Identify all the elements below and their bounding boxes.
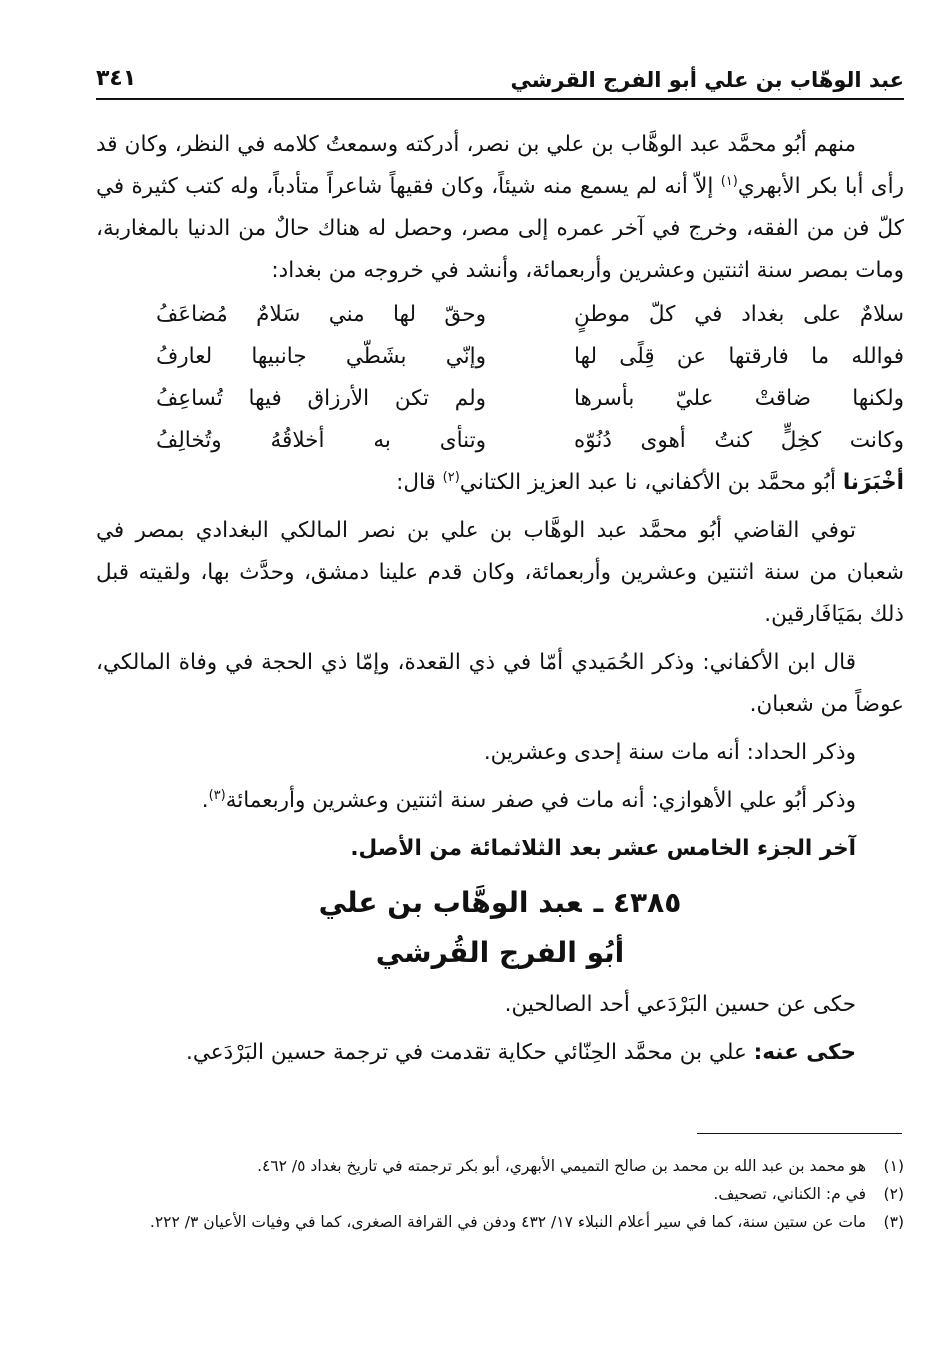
verse-second-hemistich: ولم تكن الأرزاق فيها تُساعِفُ [156,386,486,411]
footnote-1 [96,1152,904,1180]
verse-row [96,336,904,378]
paragraph-6 [96,780,904,822]
paragraph-6-text: وذكر أبُو علي الأهوازي: أنه مات في صفر سنة اثنتين وعشرين وأربعمائة [225,788,856,813]
paragraph-8: حكى عن حسين البَرْدَعي أحد الصالحين. [504,992,856,1017]
verse-row [96,378,904,420]
footnote-mark: (٣) [883,1213,904,1231]
verse-second-hemistich: وإنّي بشَطّي جانبيها لعارفُ [156,344,486,369]
paragraph-2-end: قال: [396,470,443,495]
header-rule [96,98,904,100]
verse-first-hemistich: ولكنها ضاقتْ عليّ بأسرها [574,386,904,411]
paragraph-1-continuation: إلاّ أنه لم يسمع منه شيئاً، وكان فقيهاً شاعراً متأدباً، وله كتب كثيرة في كلّ فن من الفقه، وخرج في آخر عمره إلى مصر، وحصل له هناك حالٌ من الدنيا بالمغاربة، ومات بمصر سنة اثنتين وعشرين وأربعمائة، وأنشد في خروجه من بغداد: [96,174,904,283]
paragraph-1 [96,124,904,292]
paragraph-4: قال ابن الأكفاني: وذكر الحُمَيدي أمّا في ذي القعدة، وإمّا ذي الحجة في وفاة المالكي، عوضاً من شعبان. [96,650,904,717]
footnote-mark: (١) [883,1157,904,1175]
verse-first-hemistich: وكانت كخِلٍّ كنتُ أهوى دُنُوّه [574,428,904,453]
footnote-mark: (٢) [883,1185,904,1203]
running-title: عبد الوهّاب بن علي أبو الفرج القرشي [510,68,904,92]
footnote-rule [697,1133,902,1134]
verse-row [96,420,904,462]
running-header [96,62,904,100]
paragraph-1-text: منهم أبُو محمَّد عبد الوهَّاب بن علي بن نصر، أدركته وسمعتُ كلامه في النظر، وكان قد رأى أبا بكر الأبهري [96,132,904,199]
paragraph-5: وذكر الحداد: أنه مات سنة إحدى وعشرين. [483,740,856,765]
entry-heading [96,878,904,978]
entry-name: عبد الوهَّاب بن علي [318,886,582,919]
verse-second-hemistich: وحقّ لها مني سَلامٌ مُضاعَفُ [156,302,486,327]
footnote-ref-3[interactable]: (٣) [208,787,226,803]
footnote-3 [96,1208,904,1236]
poem [96,294,904,462]
paragraph-3: توفي القاضي أبُو محمَّد عبد الوهَّاب بن علي بن نصر المالكي البغدادي بمصر في شعبان من سنة اثنتين وعشرين وأربعمائة، وكان قدم علينا دمشق، وحدَّث بها، ولقيته قبل ذلك بمَيَافَارقين. [96,518,904,627]
paragraph-9 [96,1032,904,1074]
paragraph-6-end: . [201,788,209,813]
page-number: ٣٤١ [96,66,137,91]
entry-number: ٤٣٨٥ ـ [593,886,682,919]
entry-kunya: أبُو الفرج القُرشي [375,936,625,969]
footnote-text: مات عن ستين سنة، كما في سير أعلام النبلاء ١٧/ ٤٣٢ ودفن في القرافة الصغرى، كما في وفيات الأعيان ٣/ ٢٢٢. [149,1213,866,1231]
paragraph-2-text: أبُو محمَّد بن الأكفاني، نا عبد العزيز الكتاني [459,470,843,495]
footnotes [96,1152,904,1236]
footnote-text: هو محمد بن عبد الله بن محمد بن صالح التميمي الأبهري، أبو بكر ترجمته في تاريخ بغداد ٥/ ٤٦٢. [257,1157,866,1175]
footnote-ref-1[interactable]: (١) [720,173,738,189]
footnote-text: في م: الكناني، تصحيف. [713,1185,866,1203]
akhbarana-lead: أخْبَرَنا [842,470,904,495]
verse-row [96,294,904,336]
verse-first-hemistich: فوالله ما فارقتها عن قِلًى لها [574,344,904,369]
paragraph-2 [96,462,904,504]
verse-second-hemistich: وتنأى به أخلاقُهُ وتُخالِفُ [156,428,486,453]
footnote-2 [96,1180,904,1208]
main-text [96,124,904,1074]
haka-anhu-lead: حكى عنه: [753,1040,856,1065]
verse-first-hemistich: سلامٌ على بغداد في كلّ موطنٍ [574,302,904,327]
colophon-note: آخر الجزء الخامس عشر بعد الثلاثمائة من الأصل. [350,836,856,861]
paragraph-9-text: علي بن محمَّد الحِنّائي حكاية تقدمت في ترجمة حسين البَرْدَعي. [185,1040,754,1065]
footnote-ref-2[interactable]: (٢) [442,469,460,485]
